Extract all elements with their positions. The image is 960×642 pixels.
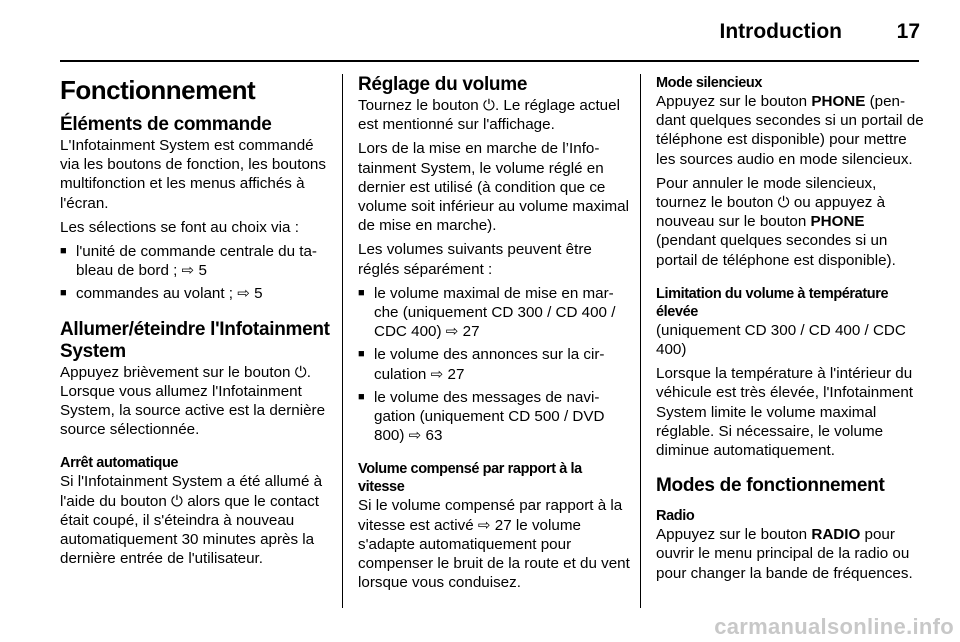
- selections-text: Les sélections se font au choix via :: [60, 218, 299, 236]
- startup-text: Lors de la mise en marche de l’Infotainment System, le volume réglé en dernier est utilisé (à condition que ce volume soit inférieur au volume maximal de mise en marche).: [358, 140, 629, 235]
- list-item: ■ le volume des messages de navigation (uniquement CD 500 / DVD 800) ⇨ 63: [358, 388, 630, 446]
- column-3: [656, 74, 928, 588]
- temp-text: Lorsque la température à l'intérieur du véhicule est très élevée, l'Infotainment System limite le volume maximal réglable. Si nécessaire, le volume diminue automatiquement.: [656, 365, 914, 460]
- power-text: Appuyez brièvement sur le bouton ⏻. Lorsque vous allumez l'Infotainment System, la source active est la dernière source sélectionnée.: [60, 363, 326, 439]
- cancel-text: Pour annuler le mode silencieux, tournez le bouton ⏻ ou appuyez à nouveau sur le bouton PHONE (pendant quelques secondes si un portail de téléphone est disponible).: [656, 174, 896, 269]
- page-number: 17: [896, 20, 920, 43]
- header-title: Introduction: [719, 20, 842, 43]
- mute-heading: Mode silencieux: [656, 75, 763, 91]
- section-title: Fonctionnement: [60, 75, 256, 105]
- speed-heading: Volume compensé par rapport à la vitesse: [358, 461, 582, 496]
- page-header: [0, 0, 960, 62]
- list-item: ■ le volume maximal de mise en marche (uniquement CD 300 / CD 400 / CDC 400) ⇨ 27: [358, 284, 630, 342]
- list-item: ■ le volume des annonces sur la circulation ⇨ 27: [358, 345, 630, 383]
- volume-heading: Réglage du volume: [358, 74, 528, 95]
- column-1: [60, 74, 332, 573]
- modes-heading: Modes de fonctionnement: [656, 475, 885, 497]
- selections-list: [60, 242, 332, 304]
- radio-text: Appuyez sur le bouton RADIO pour ouvrir le menu principal de la radio ou pour changer la bande de fréquences.: [656, 526, 913, 582]
- temp-models: (uniquement CD 300 / CD 400 / CDC 400): [656, 321, 906, 359]
- column-divider-2: [640, 74, 641, 608]
- volume-text: Tournez le bouton ⏻. Le réglage actuel est mentionné sur l'affichage.: [358, 97, 620, 134]
- header-rule: [60, 60, 919, 62]
- phone-key: PHONE: [811, 93, 866, 110]
- watermark: carmanualsonline.info: [714, 614, 954, 639]
- phone-key: PHONE: [810, 213, 865, 231]
- volume-list: [358, 284, 630, 446]
- mute-text: Appuyez sur le bouton PHONE (pendant quelques secondes si un portail de téléphone est disponible) pour mettre les sources audio en mode silencieux.: [656, 93, 924, 168]
- temp-heading: Limitation du volume à température élevée: [656, 285, 889, 320]
- list-item: ■ l'unité de commande centrale du tableau de bord ; ⇨ 5: [60, 242, 332, 280]
- separate-text: Les volumes suivants peuvent être réglés séparément :: [358, 241, 592, 278]
- speed-text: Si le volume compensé par rapport à la vitesse est activé ⇨ 27 le volume s'adapte automatiquement pour compenser le bruit de la route et du vent lorsque vous conduisez.: [358, 497, 630, 592]
- auto-off-text: Si l'Infotainment System a été allumé à l'aide du bouton ⏻ alors que le contact était coupé, il s'éteindra à nouveau automatiquement 30 minutes après la dernière entrée de l'utilisateur.: [60, 473, 323, 568]
- radio-heading: Radio: [656, 508, 695, 525]
- elements-text: L'Infotainment System est commandé via les boutons de fonction, les boutons multifonction et les menus affichés à l'écran.: [60, 137, 326, 212]
- auto-off-heading: Arrêt automatique: [60, 455, 179, 472]
- power-heading: Allumer/éteindre l'Infotainment System: [60, 318, 330, 362]
- column-2: [358, 74, 630, 597]
- column-divider-1: [342, 74, 343, 608]
- elements-heading: Éléments de commande: [60, 114, 272, 135]
- radio-key: RADIO: [811, 526, 861, 544]
- list-item: ■ commandes au volant ; ⇨ 5: [60, 284, 332, 303]
